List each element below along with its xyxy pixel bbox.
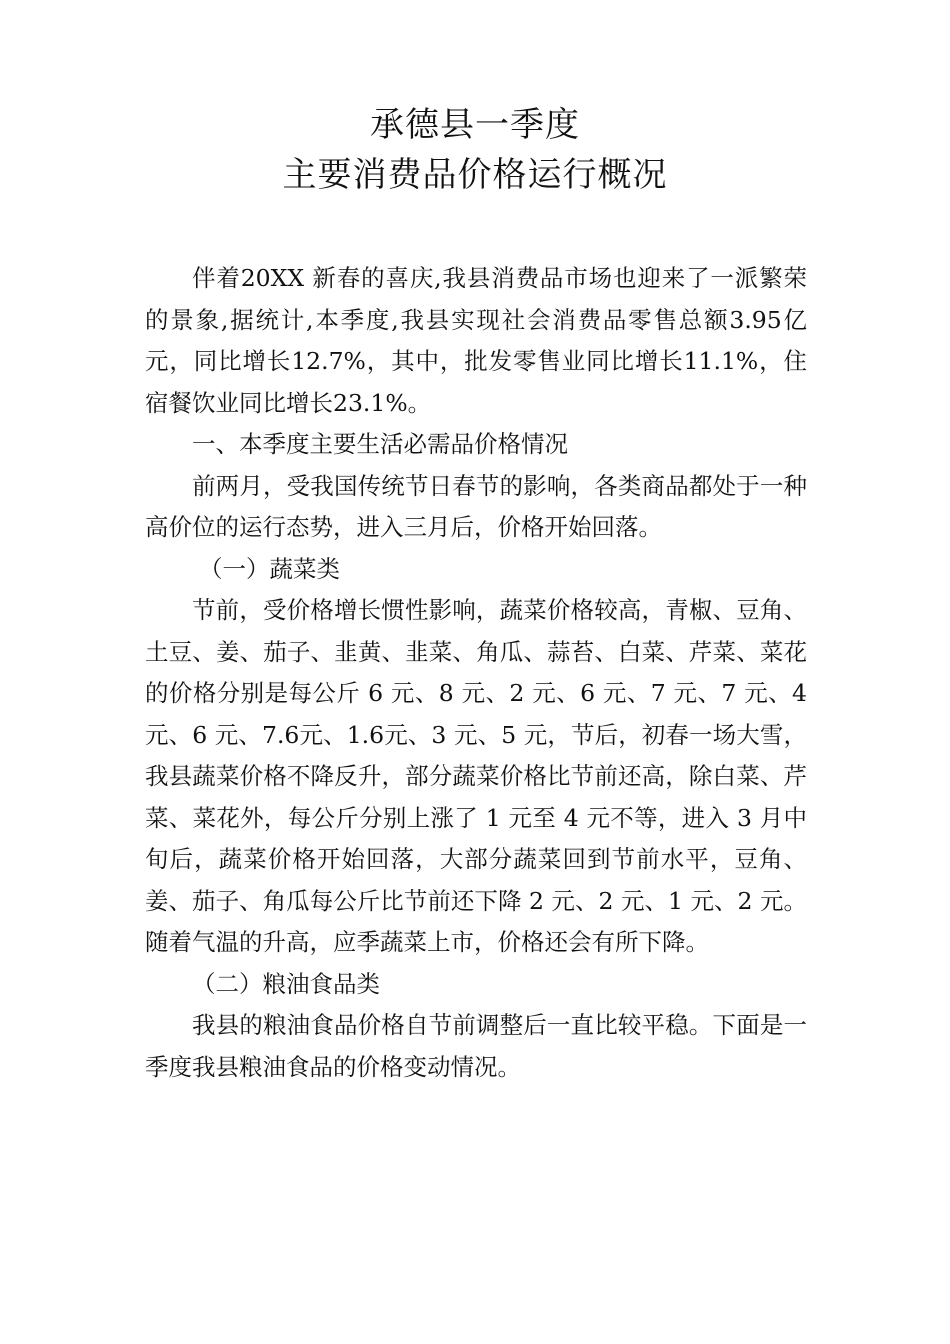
document-title-line2: 主要消费品价格运行概况 bbox=[282, 155, 668, 195]
section-heading-1: 一、本季度主要生活必需品价格情况 bbox=[192, 430, 568, 458]
document-title-line1: 承德县一季度 bbox=[370, 105, 580, 145]
paragraph-vegetables: 节前，受价格增长惯性影响，蔬菜价格较高，青椒、豆角、土豆、姜、茄子、韭黄、韭菜、角瓜、蒜苔、白菜、芹菜、菜花的价格分别是每公斤 6 元、8 元、2 元、6 元、7 元、7 元、4 元、6 元、7.6元、1.6元、3 元、5 元，节后，初春一场大雪，我县蔬菜价格不降反升，部分蔬菜价格比节前还高，除白菜、芹菜、菜花外，每公斤分别上涨了 1 元至 4 元不等，进入 3 月中旬后，蔬菜价格开始回落，大部分蔬菜回到节前水平，豆角、姜、茄子、角瓜每公斤比节前还下降 2 元、2 元、1 元、2 元。随着气温的升高，应季蔬菜上市，价格还会有所下降。 bbox=[145, 596, 807, 956]
document-body bbox=[145, 258, 807, 1088]
paragraph-overview: 前两月，受我国传统节日春节的影响，各类商品都处于一种高价位的运行态势，进入三月后，价格开始回落。 bbox=[145, 471, 807, 541]
subsection-heading-grain-oil: （二）粮油食品类 bbox=[192, 969, 380, 998]
subsection-heading-vegetables: （一）蔬菜类 bbox=[199, 554, 341, 583]
paragraph-intro: 伴着20XX 新春的喜庆,我县消费品市场也迎来了一派繁荣的景象,据统计,本季度,我县实现社会消费品零售总额3.95亿元，同比增长12.7%，其中，批发零售业同比增长11.1%，住宿餐饮业同比增长23.1%。 bbox=[145, 264, 807, 417]
paragraph-grain-oil: 我县的粮油食品价格自节前调整后一直比较平稳。下面是一季度我县粮油食品的价格变动情况。 bbox=[145, 1011, 807, 1081]
